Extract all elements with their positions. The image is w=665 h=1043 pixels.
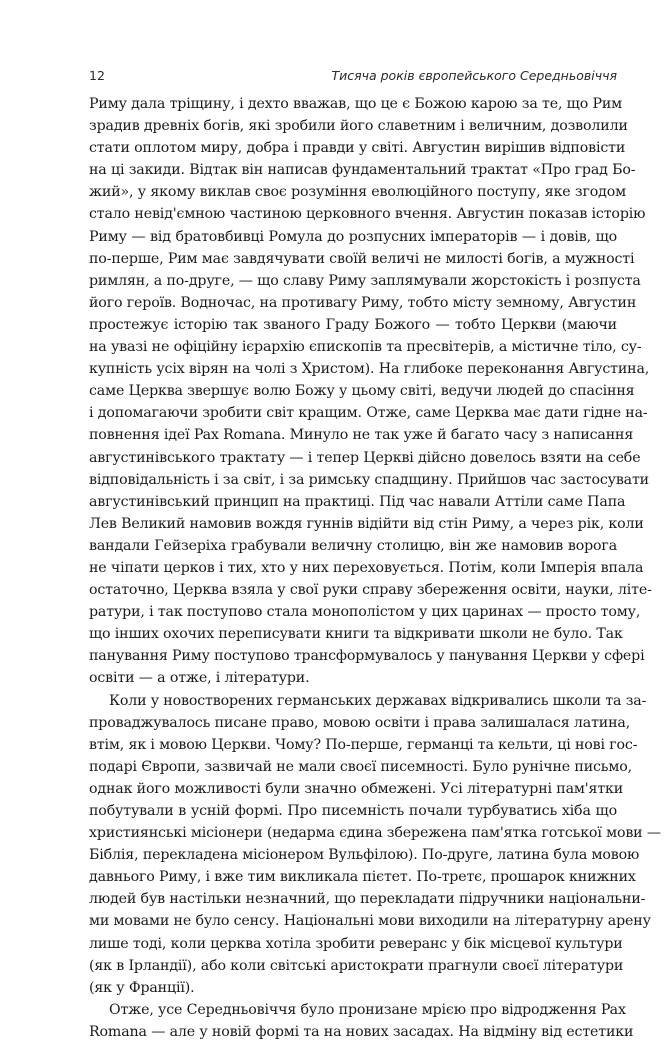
text-line: Біблія, перекладена місіонером Вульфілою). По-друге, латина була мовою [89, 847, 640, 864]
text-line: ратури, і так поступово стала монополістом у цих царинах — просто тому, [89, 604, 641, 621]
text-line: відповідальність і за світ, і за римську спадщину. Прийшов час застосувати [89, 471, 649, 488]
text-line: купність усіх вірян на чолі з Христом). На глибоке переконання Августина, [89, 361, 650, 378]
text-line: давнього Риму, і вже тим викликала пієтет. По-третє, прошарок книжних [89, 869, 636, 886]
text-line: повнення ідеї Pax Romana. Минуло не так уже й багато часу з написання [89, 427, 634, 444]
text-line: Риму — від братовбивці Ромула до розпусних імператорів — і довів, що [89, 228, 617, 245]
text-line: Коли у новостворених германських державах відкривались школи та за- [109, 692, 647, 709]
page-header [89, 68, 617, 88]
page-number: 12 [89, 68, 105, 83]
text-line: що інших охочих переписувати книги та відкривати школи не було. Так [89, 626, 623, 643]
text-line: стати оплотом миру, добра і правди у світі. Августин вирішив відповісти [89, 140, 626, 157]
paragraph [89, 999, 634, 1043]
text-line: жий», у якому виклав своє розуміння еволюційного поступу, яке згодом [89, 184, 627, 201]
text-line: побутували в усній формі. Про писемність почали турбуватись хіба що [89, 803, 617, 819]
text-line: Лев Великий намовив вождя гуннів відійти від стін Риму, а через рік, коли [89, 515, 644, 532]
text-line: простежує історію так званого Граду Божого — тобто Церкви (маючи [89, 316, 617, 333]
text-line: (як у Франції). [89, 979, 195, 996]
paragraph [89, 690, 661, 999]
text-line: на увазі не офіційну ієрархію єпископів та пресвітерів, а містичне тіло, су- [89, 339, 642, 356]
text-line: не чіпати церков і тих, хто у них переховується. Потім, коли Імперія впала [89, 559, 644, 576]
text-line: подарі Європи, зазвичай не мали своєї писемності. Було рунічне письмо, [89, 758, 633, 775]
text-line: вандали Гейзеріха грабували величну столицю, він же намовив ворога [89, 537, 617, 554]
text-line: однак його можливості були значно обмежені. Усі літературні пам'ятки [89, 780, 624, 797]
text-line: на ці закиди. Відтак він написав фундаментальний трактат «Про град Бо- [89, 162, 636, 179]
text-line: зрадив древніх богів, які зробили його славетним і величним, дозволили [89, 118, 628, 135]
text-line: Отже, усе Середньовіччя було пронизане мрією про відродження Pax [109, 1001, 626, 1018]
text-line: ми мовами не було сенсу. Національні мови виходили на літературну арену [89, 913, 651, 930]
paragraph [89, 93, 652, 690]
text-line: Romana — але у новій формі та на нових засадах. На відміну від естетики [89, 1023, 634, 1040]
text-line: освіти — а отже, і літератури. [89, 670, 310, 687]
text-line: людей був настільки незначний, що перекладати підручники національни- [89, 891, 646, 908]
text-line: Риму дала тріщину, і дехто вважав, що це є Божою карою за те, що Рим [89, 96, 623, 112]
body-text [89, 93, 661, 1043]
text-line: остаточно, Церква взяла у свої руки справу збереження освіти, науки, літе- [89, 582, 652, 599]
text-line: по-перше, Рим має завдячувати своїй величі не милості богів, а мужності [89, 250, 635, 267]
text-line: і допомагаючи зробити світ кращим. Отже, саме Церква має дати гідне на- [89, 405, 648, 422]
text-line: проваджувалось писане право, мовою освіти і права залишалася латина, [89, 714, 631, 731]
text-line: августинівського трактату — і тепер Церкві дійсно довелось взяти на себе [89, 449, 641, 466]
text-line: (як в Ірландії), або коли світські аристократи прагнули своєї літератури [89, 957, 624, 974]
text-line: лише тоді, коли церква хотіла зробити реверанс у бік місцевої культури [89, 935, 623, 952]
text-line: його героїв. Водночас, на противагу Риму, тобто місту земному, Августин [89, 294, 637, 311]
text-line: панування Риму поступово трансформувалось у панування Церкви у сфері [89, 648, 645, 665]
text-line: римлян, а по-друге, — що славу Риму заплямували жорстокість і розпуста [89, 272, 641, 289]
running-title: Тисяча років європейського Середньовіччя [331, 68, 617, 83]
text-line: християнські місіонери (недарма єдина збережена пам'ятка готської мови — [89, 825, 661, 842]
text-line: августинівський принцип на практиці. Під час навали Аттіли саме Папа [89, 493, 626, 510]
text-line: стало невід'ємною частиною церковного вчення. Августин показав історію [89, 206, 646, 223]
text-line: саме Церква звершує волю Божу у цьому світі, ведучи людей до спасіння [89, 383, 635, 400]
text-line: втім, як і мовою Церкви. Чому? По-перше, германці та кельти, ці нові гос- [89, 736, 638, 753]
